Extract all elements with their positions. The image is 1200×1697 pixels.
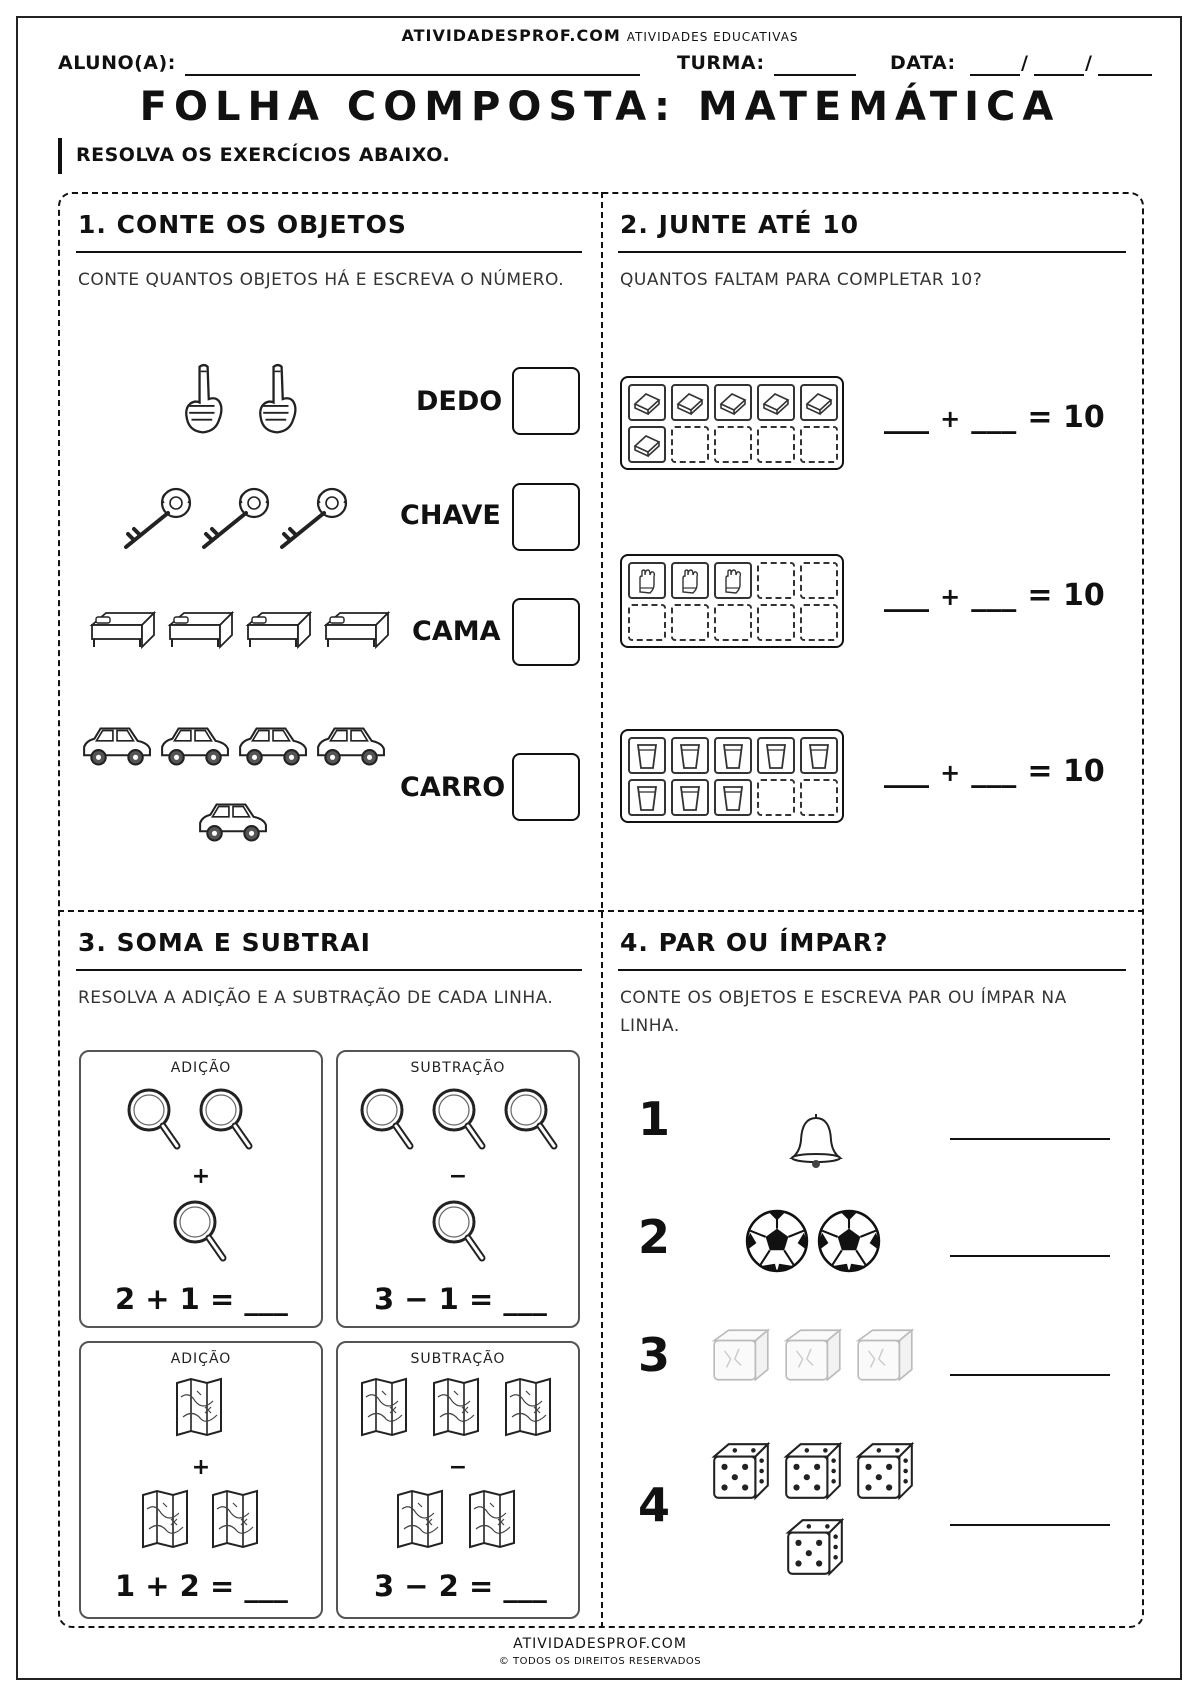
equation-result: = 10 (1027, 400, 1105, 435)
key-icon (282, 489, 346, 547)
plus-sign: + (940, 405, 961, 433)
ice-cube-icon (786, 1330, 840, 1380)
label-cama: CAMA (412, 616, 501, 647)
ten-frame (620, 376, 844, 470)
ice-cube-icon (714, 1330, 768, 1380)
magnifier-icon (201, 1090, 249, 1146)
plus-sign: + (940, 583, 961, 611)
dice-icon (858, 1444, 912, 1498)
section4-subtitle: CONTE OS OBJETOS E ESCREVA PAR OU ÍMPAR NA LINHA. (620, 988, 1067, 1036)
ten-frame-cell (757, 562, 795, 599)
equation-result: = 10 (1027, 578, 1105, 613)
row-number: 1 (638, 1092, 671, 1146)
map-icon (506, 1379, 550, 1435)
equation-blank[interactable]: ___ (971, 400, 1017, 435)
section1-subtitle: CONTE QUANTOS OBJETOS HÁ E ESCREVA O NÚMERO. (78, 270, 565, 290)
magnifier-icon (506, 1090, 554, 1146)
key-icon (204, 489, 268, 547)
ten-frame-cell (628, 779, 666, 816)
operation-card (79, 1050, 323, 1328)
finger-icon (260, 365, 295, 432)
section2-subtitle: QUANTOS FALTAM PARA COMPLETAR 10? (620, 270, 983, 290)
answer-box-dedo[interactable] (512, 367, 580, 435)
glass-icon (718, 741, 748, 771)
operator: + (191, 1164, 211, 1189)
ten-frame-cell (757, 779, 795, 816)
glass-icon (718, 783, 748, 813)
ten-frame-cell (628, 737, 666, 774)
student-name-field[interactable] (185, 74, 640, 76)
section2-rule (618, 251, 1126, 253)
class-field[interactable] (774, 74, 856, 76)
answer-box-chave[interactable] (512, 483, 580, 551)
ten-frame-cell (628, 562, 666, 599)
car-icon (200, 804, 266, 840)
instruction: RESOLVA OS EXERCÍCIOS ABAIXO. (76, 144, 451, 166)
site-name: ATIVIDADESPROF.COM (401, 26, 621, 45)
card-equation[interactable]: 2 + 1 = ___ (115, 1282, 288, 1316)
ten-frame-cell (628, 384, 666, 421)
student-label: ALUNO(A): (58, 52, 176, 74)
ten-frame-cell (714, 562, 752, 599)
ten-frame-cell (800, 562, 838, 599)
date-month-field[interactable] (1034, 74, 1084, 76)
ten-frame (620, 554, 844, 648)
label-dedo: DEDO (416, 386, 503, 417)
car-icon (84, 728, 150, 764)
card-label: SUBTRAÇÃO (410, 1351, 506, 1367)
magnifier-icon (434, 1090, 482, 1146)
glass-icon (761, 741, 791, 771)
soccer-ball-icon (747, 1211, 807, 1272)
section3-subtitle: RESOLVA A ADIÇÃO E A SUBTRAÇÃO DE CADA LINHA. (78, 988, 554, 1008)
ice-cube-icon (858, 1330, 912, 1380)
footer-rights: © TODOS OS DIREITOS RESERVADOS (498, 1656, 702, 1667)
operator: + (191, 1455, 211, 1480)
row-number: 4 (638, 1478, 671, 1532)
map-icon (213, 1491, 257, 1547)
dice-icon (714, 1444, 768, 1498)
bell-icon (792, 1114, 840, 1168)
magnifier-icon (129, 1090, 177, 1146)
site-header (0, 26, 1200, 45)
car-group (80, 724, 390, 852)
glove-icon (632, 566, 662, 596)
plus-sign: + (940, 759, 961, 787)
dice-icon (788, 1520, 842, 1574)
ten-frame-cell (714, 737, 752, 774)
answer-line[interactable] (950, 1524, 1110, 1526)
card-label: SUBTRAÇÃO (410, 1060, 506, 1076)
horizontal-divider (58, 910, 1144, 912)
date-slash-2: / (1085, 52, 1093, 74)
answer-box-carro[interactable] (512, 753, 580, 821)
equation-blank[interactable]: ___ (971, 578, 1017, 613)
operation-card (336, 1341, 580, 1619)
map-icon (470, 1491, 514, 1547)
answer-line[interactable] (950, 1138, 1110, 1140)
section1-title: 1. CONTE OS OBJETOS (78, 210, 407, 239)
finger-icon (186, 365, 221, 432)
glass-icon (675, 741, 705, 771)
instruction-bar (58, 138, 62, 174)
ten-frame-cell (800, 779, 838, 816)
glass-icon (675, 783, 705, 813)
equation-blank[interactable]: ___ (884, 400, 929, 435)
ten-frame-cell (757, 737, 795, 774)
section2-title: 2. JUNTE ATÉ 10 (620, 210, 859, 239)
ten-frame-cell (800, 426, 838, 463)
book-icon (761, 388, 791, 418)
equation-result: = 10 (1027, 754, 1105, 789)
book-icon (804, 388, 834, 418)
answer-line[interactable] (950, 1374, 1110, 1376)
card-equation[interactable]: 3 − 2 = ___ (374, 1569, 547, 1603)
operator: − (448, 1164, 468, 1189)
dice-icon (786, 1444, 840, 1498)
map-icon (398, 1491, 442, 1547)
glove-icon (718, 566, 748, 596)
ten-frame (620, 729, 844, 823)
bed-icon (248, 613, 310, 647)
ten-frame-cell (671, 604, 709, 641)
operation-card (79, 1341, 323, 1619)
section4-title: 4. PAR OU ÍMPAR? (620, 928, 889, 957)
car-icon (240, 728, 306, 764)
date-slash-1: / (1021, 52, 1029, 74)
section1-rule (76, 251, 582, 253)
glass-icon (632, 783, 662, 813)
equation-blank[interactable]: ___ (884, 578, 929, 613)
bed-icon (92, 613, 154, 647)
book-icon (675, 388, 705, 418)
key-group (116, 480, 356, 566)
map-icon (143, 1491, 187, 1547)
ten-frame-cell (800, 384, 838, 421)
ten-frame-cell (714, 384, 752, 421)
ten-frame-cell (671, 426, 709, 463)
row-number: 2 (638, 1210, 671, 1264)
footer-site: ATIVIDADESPROF.COM (513, 1636, 687, 1652)
card-label: ADIÇÃO (170, 1060, 232, 1076)
ten-frame-cell (757, 604, 795, 641)
card-equation[interactable]: 3 − 1 = ___ (374, 1282, 547, 1316)
map-icon (177, 1379, 221, 1435)
answer-line[interactable] (950, 1255, 1110, 1257)
glove-icon (675, 566, 705, 596)
equation-blank[interactable]: ___ (884, 754, 929, 789)
ten-frame-cell (671, 779, 709, 816)
magnifier-icon (362, 1090, 410, 1146)
operation-card (336, 1050, 580, 1328)
operator: − (448, 1455, 468, 1480)
equation-row (884, 400, 1105, 435)
ten-frame-cell (757, 426, 795, 463)
ten-frame-cell (800, 737, 838, 774)
ten-frame-cell (757, 384, 795, 421)
class-label: TURMA: (677, 52, 765, 74)
ten-frame-cell (800, 604, 838, 641)
date-label: DATA: (890, 52, 956, 74)
magnifier-icon (434, 1202, 482, 1258)
glass-icon (804, 741, 834, 771)
bed-icon (170, 613, 232, 647)
ten-frame-cell (714, 426, 752, 463)
equation-blank[interactable]: ___ (971, 754, 1017, 789)
equation-row (884, 754, 1105, 789)
magnifier-icon (175, 1202, 223, 1258)
bed-icon (326, 613, 388, 647)
page-title: FOLHA COMPOSTA: MATEMÁTICA (139, 84, 1061, 130)
ten-frame-cell (628, 426, 666, 463)
car-icon (162, 728, 228, 764)
ten-frame-cell (714, 779, 752, 816)
map-icon (434, 1379, 478, 1435)
ten-frame-cell (671, 737, 709, 774)
ten-frame-cell (628, 604, 666, 641)
section3-title: 3. SOMA E SUBTRAI (78, 928, 371, 957)
car-icon (318, 728, 384, 764)
answer-box-cama[interactable] (512, 598, 580, 666)
date-year-field[interactable] (1098, 74, 1152, 76)
label-carro: CARRO (400, 772, 506, 803)
ten-frame-cell (671, 562, 709, 599)
ten-frame-cell (714, 604, 752, 641)
glass-icon (632, 741, 662, 771)
book-icon (632, 388, 662, 418)
equation-row (884, 578, 1105, 613)
date-day-field[interactable] (970, 74, 1020, 76)
ten-frame-cell (671, 384, 709, 421)
section4-rule (618, 969, 1126, 971)
site-tag: ATIVIDADES EDUCATIVAS (626, 30, 799, 44)
section3-rule (76, 969, 582, 971)
book-icon (718, 388, 748, 418)
map-icon (362, 1379, 406, 1435)
book-icon (632, 430, 662, 460)
finger-group (180, 362, 380, 442)
bed-group (88, 606, 398, 660)
row-number: 3 (638, 1328, 671, 1382)
key-icon (126, 489, 190, 547)
label-chave: CHAVE (400, 500, 501, 531)
card-equation[interactable]: 1 + 2 = ___ (115, 1569, 288, 1603)
soccer-ball-icon (819, 1211, 879, 1272)
card-label: ADIÇÃO (170, 1351, 232, 1367)
